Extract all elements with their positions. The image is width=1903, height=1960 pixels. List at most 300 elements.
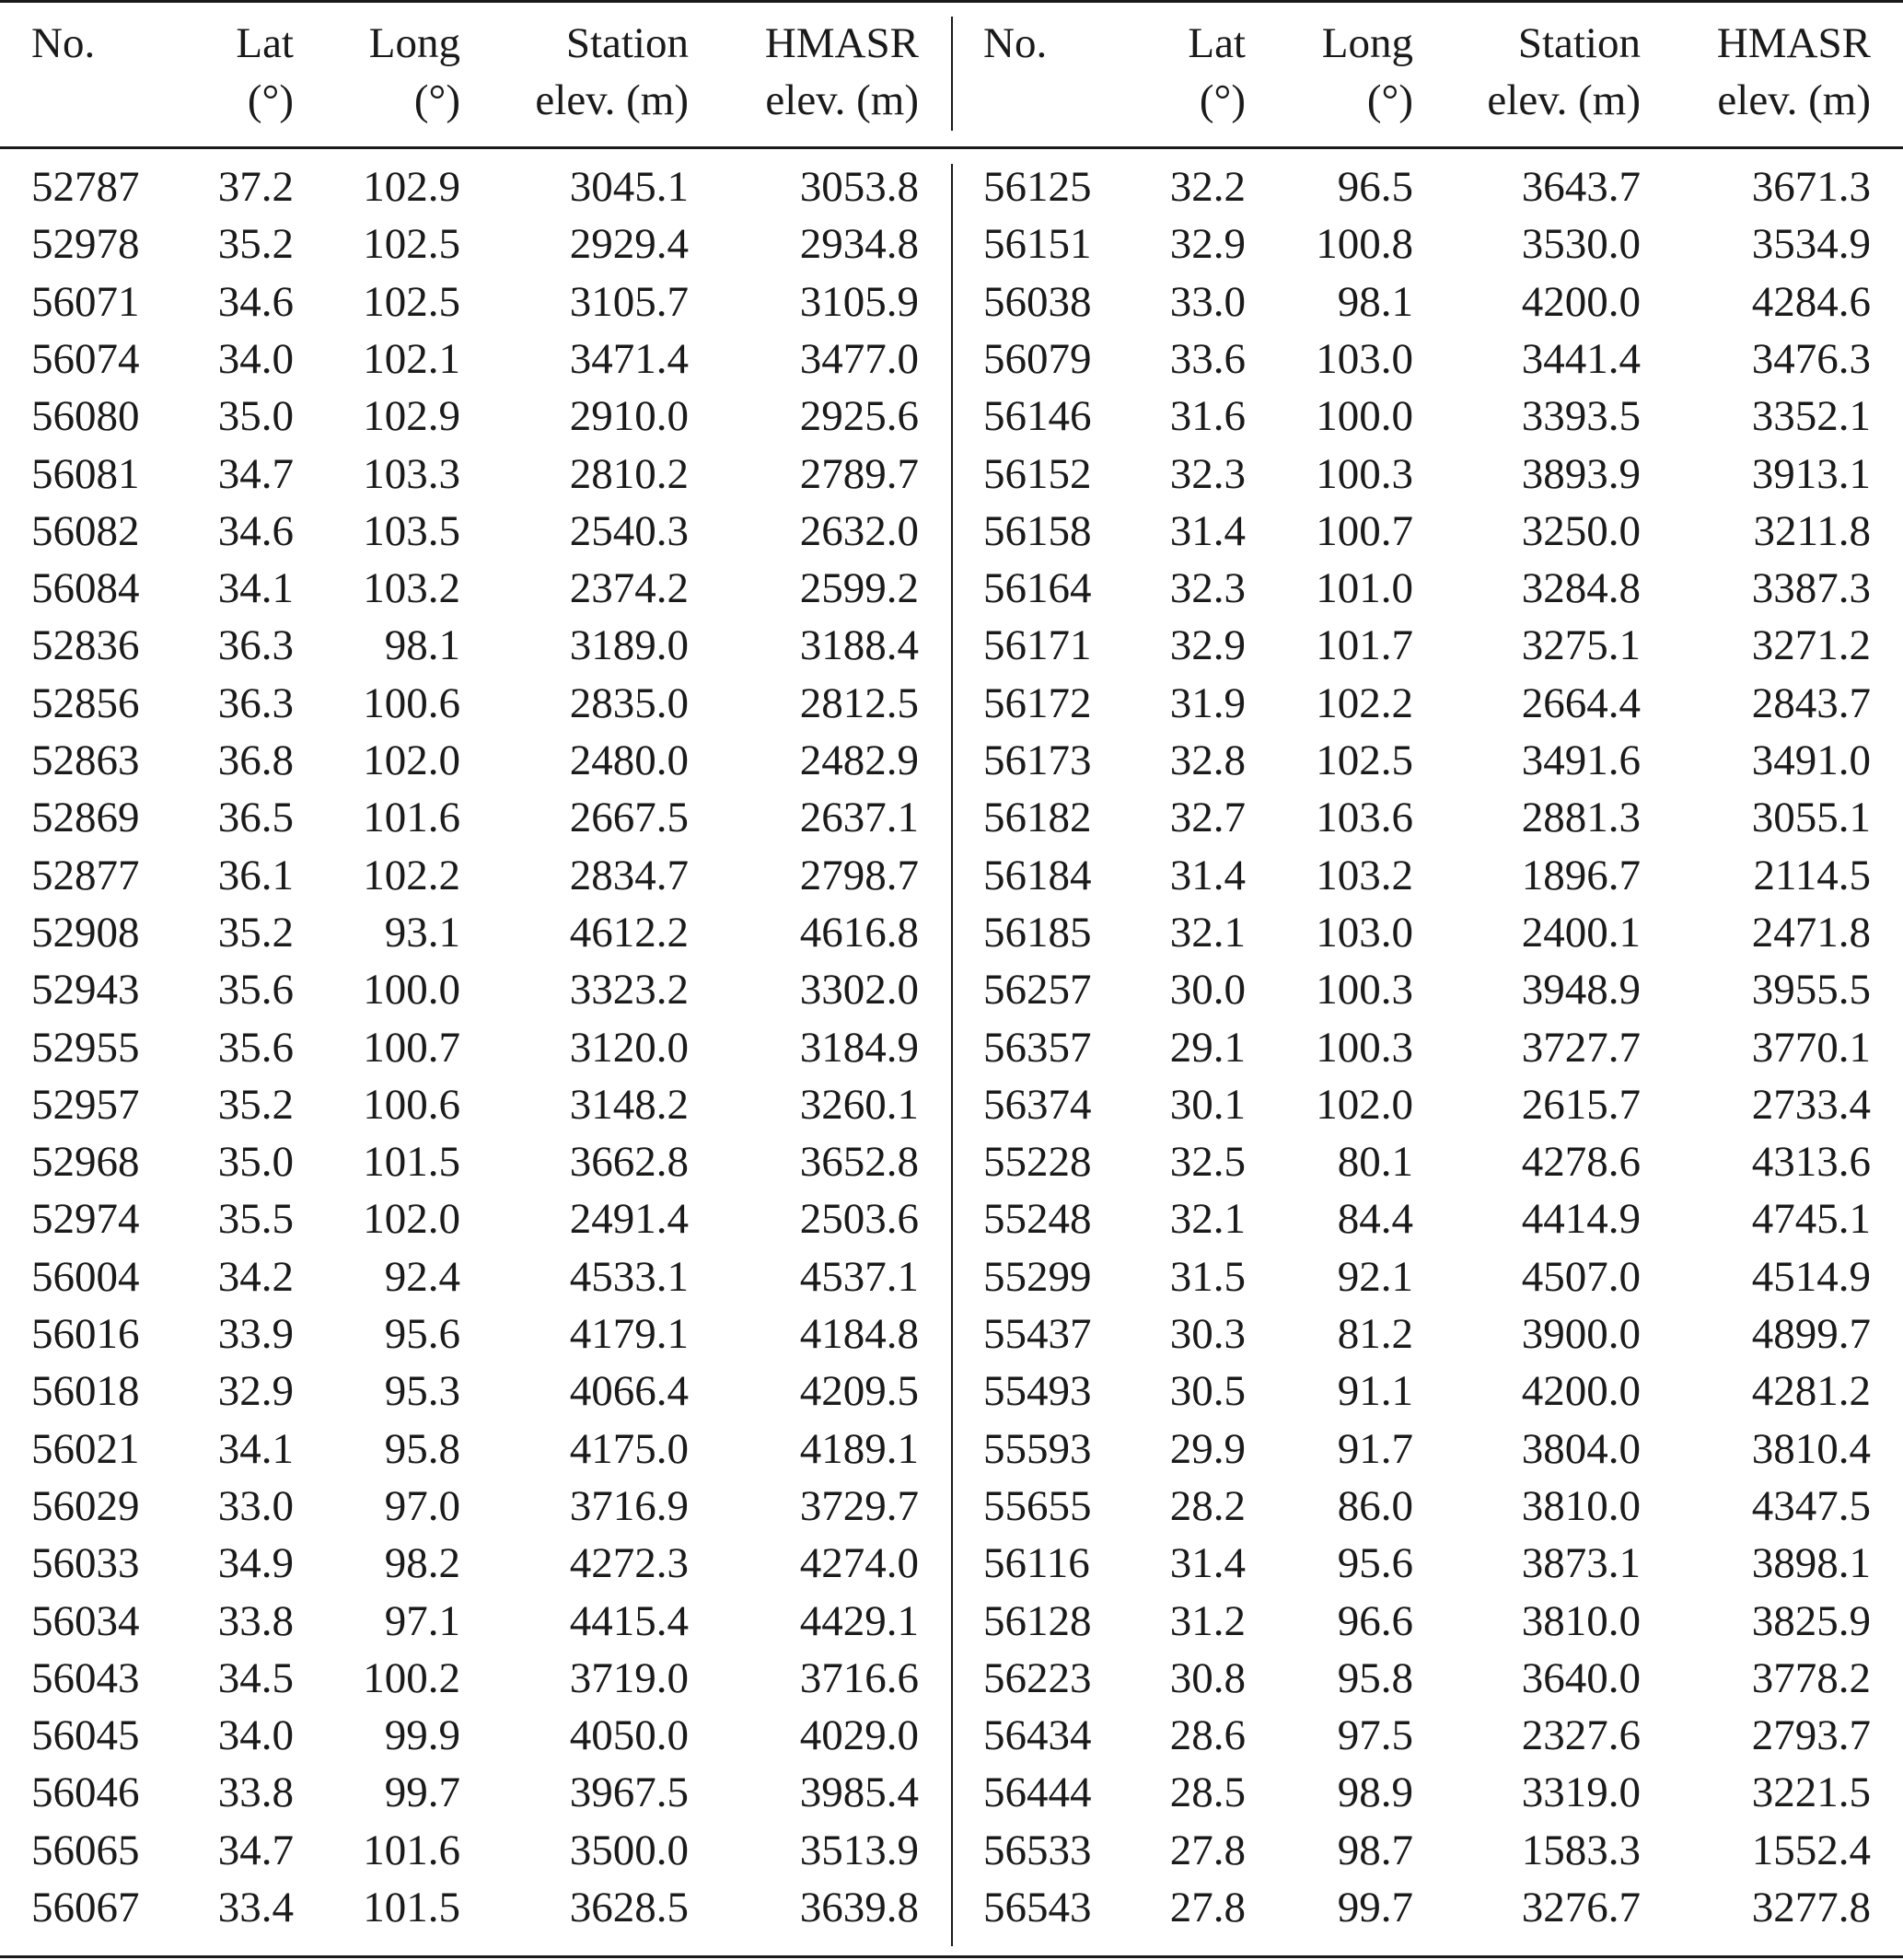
table-cell-right-long: 91.1 [1337,1367,1413,1416]
table-cell-right-long: 80.1 [1337,1138,1413,1187]
table-cell-right-no: 56171 [983,621,1092,670]
table-cell-right-station: 3284.8 [1521,564,1641,613]
header-right-long-line2: (°) [1366,76,1413,124]
table-cell-right-lat: 32.3 [1169,449,1246,498]
table-cell-right-station: 4507.0 [1521,1252,1641,1301]
table-cell-right-station: 2327.6 [1521,1711,1641,1760]
table-cell-left-long: 101.6 [363,1826,460,1874]
table-cell-right-hmasr: 3810.4 [1751,1424,1871,1473]
table-cell-right-no: 55248 [983,1195,1092,1244]
table-cell-left-long: 102.5 [363,220,460,269]
table-cell-left-lat: 34.6 [217,277,294,326]
table-cell-right-no: 56151 [983,220,1092,269]
header-left-long-line2: (°) [413,76,460,124]
table-cell-left-station: 3105.7 [569,277,689,326]
table-cell-right-hmasr: 2793.7 [1751,1711,1871,1760]
table-cell-left-lat: 34.7 [217,449,294,498]
table-cell-right-hmasr: 3221.5 [1751,1769,1871,1817]
table-cell-right-long: 92.1 [1337,1252,1413,1301]
table-cell-left-no: 52908 [31,908,140,957]
table-cell-right-station: 4200.0 [1521,277,1641,326]
table-cell-left-station: 3500.0 [569,1826,689,1874]
table-cell-left-lat: 33.0 [217,1481,294,1530]
table-cell-right-station: 3810.0 [1521,1596,1641,1645]
table-cell-left-hmasr: 2934.8 [799,220,919,269]
table-cell-left-lat: 35.2 [217,220,294,269]
table-cell-left-no: 52968 [31,1138,140,1187]
table-cell-right-no: 56533 [983,1826,1092,1874]
table-cell-right-no: 55655 [983,1481,1092,1530]
table-cell-right-lat: 27.8 [1169,1884,1246,1931]
table-cell-right-long: 102.0 [1316,1080,1413,1129]
table-cell-right-station: 1583.3 [1521,1826,1641,1874]
header-left-lat-line1: Lat [236,19,294,67]
table-cell-right-no: 56152 [983,449,1092,498]
table-cell-left-no: 56071 [31,277,140,326]
table-cell-right-long: 86.0 [1337,1481,1413,1530]
table-cell-right-station: 3893.9 [1521,449,1641,498]
table-cell-left-long: 95.3 [384,1367,460,1416]
table-cell-left-lat: 35.6 [217,1023,294,1072]
table-cell-right-hmasr: 3534.9 [1751,220,1871,269]
column-divider-body [951,164,953,1946]
table-cell-left-lat: 35.2 [217,908,294,957]
table-cell-left-hmasr: 3729.7 [799,1481,919,1530]
table-cell-right-hmasr: 2114.5 [1753,851,1871,899]
table-cell-right-no: 56164 [983,564,1092,613]
header-left-station-line1: Station [565,19,689,67]
header-left-long-line1: Long [368,19,460,67]
table-cell-right-no: 55593 [983,1424,1092,1473]
table-cell-right-hmasr: 3352.1 [1751,392,1871,441]
table-cell-right-station: 3250.0 [1521,506,1641,555]
header-right-hmasr-line2: elev. (m) [1717,76,1871,124]
table-cell-right-station: 3643.7 [1521,163,1641,211]
table-cell-left-hmasr: 2925.6 [799,392,919,441]
table-cell-right-lat: 30.0 [1169,966,1246,1015]
table-cell-right-station: 3810.0 [1521,1481,1641,1530]
table-cell-right-long: 100.7 [1316,506,1413,555]
table-cell-right-hmasr: 4313.6 [1751,1138,1871,1187]
table-cell-right-station: 3873.1 [1521,1539,1641,1588]
table-cell-left-no: 52787 [31,163,140,211]
table-cell-left-no: 52877 [31,851,140,899]
table-cell-left-hmasr: 4029.0 [799,1711,919,1760]
table-cell-left-hmasr: 3260.1 [799,1080,919,1129]
table-cell-left-no: 52955 [31,1023,140,1072]
table-cell-left-lat: 36.5 [217,794,294,842]
table-cell-left-lat: 33.4 [217,1884,294,1931]
table-cell-left-hmasr: 4209.5 [799,1367,919,1416]
table-cell-right-station: 3275.1 [1521,621,1641,670]
table-cell-left-lat: 34.1 [217,564,294,613]
table-cell-right-no: 56038 [983,277,1092,326]
table-cell-right-lat: 31.4 [1169,1539,1246,1588]
table-cell-right-no: 56173 [983,736,1092,784]
table-cell-left-long: 101.5 [363,1138,460,1187]
table-cell-right-lat: 32.7 [1169,794,1246,842]
table-cell-right-lat: 31.9 [1169,678,1246,727]
table-cell-left-station: 3323.2 [569,966,689,1015]
table-cell-right-long: 98.7 [1337,1826,1413,1874]
table-cell-right-hmasr: 4899.7 [1751,1310,1871,1358]
table-cell-left-hmasr: 2599.2 [799,564,919,613]
header-right-lat-line2: (°) [1199,76,1246,124]
table-cell-left-long: 98.2 [384,1539,460,1588]
table-cell-left-station: 4066.4 [569,1367,689,1416]
table-cell-right-lat: 29.9 [1169,1424,1246,1473]
table-cell-right-station: 2615.7 [1521,1080,1641,1129]
table-cell-right-long: 99.7 [1337,1884,1413,1931]
table-cell-left-station: 4050.0 [569,1711,689,1760]
table-cell-left-no: 56018 [31,1367,140,1416]
table-cell-right-station: 3727.7 [1521,1023,1641,1072]
table-cell-right-hmasr: 4347.5 [1751,1481,1871,1530]
header-left-hmasr-line2: elev. (m) [765,76,919,124]
table-cell-left-hmasr: 2632.0 [799,506,919,555]
table-cell-left-station: 2910.0 [569,392,689,441]
table-cell-left-no: 52957 [31,1080,140,1129]
table-cell-right-no: 55299 [983,1252,1092,1301]
table-cell-left-station: 4415.4 [569,1596,689,1645]
table-cell-left-hmasr: 3302.0 [799,966,919,1015]
table-cell-right-long: 102.2 [1316,678,1413,727]
table-cell-left-lat: 35.6 [217,966,294,1015]
table-cell-right-no: 56116 [983,1539,1090,1588]
table-cell-left-station: 4175.0 [569,1424,689,1473]
table-cell-right-lat: 30.5 [1169,1367,1246,1416]
table-cell-left-long: 97.0 [384,1481,460,1530]
table-cell-left-station: 2540.3 [569,506,689,555]
table-cell-left-no: 56045 [31,1711,140,1760]
table-cell-right-no: 56158 [983,506,1092,555]
table-cell-left-no: 56046 [31,1769,140,1817]
table-cell-right-station: 2400.1 [1521,908,1641,957]
table-cell-right-hmasr: 1552.4 [1751,1826,1871,1874]
table-cell-left-long: 100.0 [363,966,460,1015]
table-cell-right-no: 56374 [983,1080,1092,1129]
table-cell-left-long: 102.0 [363,1195,460,1244]
table-cell-right-hmasr: 4281.2 [1751,1367,1871,1416]
table-cell-left-hmasr: 3053.8 [799,163,919,211]
table-cell-left-long: 102.2 [363,851,460,899]
table-cell-right-no: 56182 [983,794,1092,842]
table-cell-right-lat: 32.1 [1169,908,1246,957]
table-cell-right-no: 56434 [983,1711,1092,1760]
table-cell-right-station: 3640.0 [1521,1653,1641,1702]
table-cell-left-lat: 34.0 [217,1711,294,1760]
table-cell-left-lat: 32.9 [217,1367,294,1416]
table-cell-right-lat: 28.2 [1169,1481,1246,1530]
table-cell-left-station: 4533.1 [569,1252,689,1301]
table-cell-left-lat: 36.3 [217,621,294,670]
table-cell-left-hmasr: 3716.6 [799,1653,919,1702]
table-cell-left-long: 95.8 [384,1424,460,1473]
table-cell-left-station: 3719.0 [569,1653,689,1702]
header-rule [0,146,1903,149]
table-cell-left-long: 98.1 [384,621,460,670]
table-cell-left-long: 100.7 [363,1023,460,1072]
table-cell-left-hmasr: 3985.4 [799,1769,919,1817]
table-cell-left-station: 2929.4 [569,220,689,269]
table-cell-right-no: 56146 [983,392,1092,441]
table-cell-right-hmasr: 2843.7 [1751,678,1871,727]
table-cell-right-lat: 32.5 [1169,1138,1246,1187]
table-cell-right-no: 55493 [983,1367,1092,1416]
table-cell-left-no: 52943 [31,966,140,1015]
table-cell-left-lat: 34.9 [217,1539,294,1588]
table-cell-left-long: 103.2 [363,564,460,613]
table-cell-right-hmasr: 4284.6 [1751,277,1871,326]
table-cell-right-station: 3900.0 [1521,1310,1641,1358]
table-cell-right-no: 56543 [983,1884,1092,1931]
table-cell-right-station: 4414.9 [1521,1195,1641,1244]
table-cell-right-lat: 28.5 [1169,1769,1246,1817]
table-cell-left-hmasr: 2503.6 [799,1195,919,1244]
table-cell-left-long: 102.1 [363,334,460,383]
header-left-hmasr-line1: HMASR [764,19,919,67]
table-cell-right-hmasr: 3387.3 [1751,564,1871,613]
table-cell-left-station: 3716.9 [569,1481,689,1530]
table-cell-right-lat: 31.2 [1169,1596,1246,1645]
top-rule [0,0,1903,3]
table-cell-left-station: 4272.3 [569,1539,689,1588]
table-cell-left-long: 102.9 [363,163,460,211]
table-cell-right-hmasr: 3770.1 [1751,1023,1871,1072]
bottom-rule [0,1955,1903,1958]
table-cell-left-no: 56082 [31,506,140,555]
table-cell-left-hmasr: 3184.9 [799,1023,919,1072]
column-divider-header [951,17,953,131]
table-cell-right-station: 3441.4 [1521,334,1641,383]
table-cell-right-lat: 32.2 [1169,163,1246,211]
table-cell-right-lat: 28.6 [1169,1711,1246,1760]
table-cell-left-no: 56074 [31,334,140,383]
table-cell-left-station: 4612.2 [569,908,689,957]
table-cell-left-station: 2491.4 [569,1195,689,1244]
table-cell-right-station: 3276.7 [1521,1884,1641,1931]
table-cell-right-long: 98.1 [1337,277,1413,326]
table-cell-right-no: 55437 [983,1310,1092,1358]
table-cell-right-hmasr: 3778.2 [1751,1653,1871,1702]
table-cell-left-long: 102.5 [363,277,460,326]
table-cell-right-no: 56128 [983,1596,1092,1645]
table-cell-right-no: 55228 [983,1138,1092,1187]
table-cell-left-long: 103.5 [363,506,460,555]
table-cell-left-no: 52974 [31,1195,140,1244]
table-cell-left-lat: 35.5 [217,1195,294,1244]
table-cell-left-no: 56029 [31,1481,140,1530]
table-cell-right-no: 56185 [983,908,1092,957]
table-cell-left-station: 3628.5 [569,1884,689,1931]
table-cell-left-no: 56067 [31,1884,140,1931]
table-cell-right-long: 100.0 [1316,392,1413,441]
table-cell-left-no: 56034 [31,1596,140,1645]
table-cell-left-long: 100.2 [363,1653,460,1702]
table-cell-right-no: 56172 [983,678,1092,727]
header-right-hmasr-line1: HMASR [1716,19,1871,67]
table-cell-left-no: 52836 [31,621,140,670]
header-right-station-line1: Station [1517,19,1641,67]
table-cell-right-station: 3393.5 [1521,392,1641,441]
table-cell-left-hmasr: 3652.8 [799,1138,919,1187]
table-cell-left-hmasr: 4537.1 [799,1252,919,1301]
table-cell-left-hmasr: 2812.5 [799,678,919,727]
table-cell-right-lat: 31.4 [1169,851,1246,899]
table-cell-right-station: 2664.4 [1521,678,1641,727]
table-cell-left-no: 56080 [31,392,140,441]
table-cell-left-lat: 34.2 [217,1252,294,1301]
table-cell-right-lat: 31.4 [1169,506,1246,555]
table-cell-right-hmasr: 2471.8 [1751,908,1871,957]
table-cell-left-station: 3471.4 [569,334,689,383]
table-cell-left-station: 3148.2 [569,1080,689,1129]
table-cell-right-long: 102.5 [1316,736,1413,784]
table-cell-right-long: 97.5 [1337,1711,1413,1760]
table-cell-left-lat: 33.8 [217,1769,294,1817]
table-cell-left-hmasr: 2789.7 [799,449,919,498]
table-cell-right-no: 56125 [983,163,1092,211]
table-cell-left-hmasr: 3105.9 [799,277,919,326]
table-cell-right-long: 103.6 [1316,794,1413,842]
table-cell-right-lat: 29.1 [1169,1023,1246,1072]
table-cell-right-lat: 33.0 [1169,277,1246,326]
table-cell-left-hmasr: 4274.0 [799,1539,919,1588]
table-cell-left-hmasr: 4184.8 [799,1310,919,1358]
table-cell-right-hmasr: 2733.4 [1751,1080,1871,1129]
table-cell-right-long: 96.5 [1337,163,1413,211]
table-cell-right-lat: 31.5 [1169,1252,1246,1301]
table-cell-left-hmasr: 4429.1 [799,1596,919,1645]
table-cell-left-no: 56065 [31,1826,140,1874]
table-cell-left-long: 101.5 [363,1884,460,1931]
table-cell-left-hmasr: 3513.9 [799,1826,919,1874]
table-cell-left-no: 56021 [31,1424,140,1473]
table-cell-right-lat: 32.8 [1169,736,1246,784]
table-cell-right-long: 100.3 [1316,966,1413,1015]
table-cell-right-hmasr: 4514.9 [1751,1252,1871,1301]
table-cell-left-no: 56004 [31,1252,140,1301]
table-cell-left-station: 3967.5 [569,1769,689,1817]
table-cell-left-no: 56081 [31,449,140,498]
table-cell-left-station: 3045.1 [569,163,689,211]
table-cell-left-hmasr: 4189.1 [799,1424,919,1473]
table-cell-right-station: 4278.6 [1521,1138,1641,1187]
table-cell-right-long: 95.8 [1337,1653,1413,1702]
table-cell-left-long: 92.4 [384,1252,460,1301]
table-cell-right-hmasr: 3055.1 [1751,794,1871,842]
table-cell-left-station: 4179.1 [569,1310,689,1358]
table-cell-left-long: 102.9 [363,392,460,441]
table-cell-right-lat: 30.8 [1169,1653,1246,1702]
table-cell-right-long: 103.0 [1316,334,1413,383]
table-cell-right-station: 3491.6 [1521,736,1641,784]
table-cell-right-no: 56079 [983,334,1092,383]
table-cell-left-no: 56016 [31,1310,140,1358]
table-cell-right-hmasr: 3211.8 [1753,506,1871,555]
table-cell-right-long: 100.3 [1316,449,1413,498]
table-cell-right-long: 98.9 [1337,1769,1413,1817]
table-cell-left-lat: 34.1 [217,1424,294,1473]
table-cell-left-hmasr: 3188.4 [799,621,919,670]
table-cell-left-lat: 35.2 [217,1080,294,1129]
header-left-lat-line2: (°) [247,76,294,124]
table-cell-right-long: 100.3 [1316,1023,1413,1072]
table-cell-left-long: 100.6 [363,678,460,727]
table-cell-left-no: 56084 [31,564,140,613]
table-cell-left-lat: 34.5 [217,1653,294,1702]
table-cell-left-hmasr: 2637.1 [799,794,919,842]
table-cell-right-station: 3948.9 [1521,966,1641,1015]
table-cell-right-long: 100.8 [1316,220,1413,269]
table-cell-right-hmasr: 3277.8 [1751,1884,1871,1931]
table-cell-right-station: 1896.7 [1521,851,1641,899]
table-cell-left-station: 2374.2 [569,564,689,613]
table-cell-right-station: 3319.0 [1521,1769,1641,1817]
header-right-lat-line1: Lat [1188,19,1246,67]
table-cell-left-lat: 34.6 [217,506,294,555]
table-cell-left-station: 2667.5 [569,794,689,842]
table-cell-left-lat: 33.8 [217,1596,294,1645]
table-cell-left-hmasr: 2798.7 [799,851,919,899]
table-cell-left-no: 52863 [31,736,140,784]
table-cell-left-lat: 36.3 [217,678,294,727]
table-cell-right-no: 56444 [983,1769,1092,1817]
table-cell-right-hmasr: 3476.3 [1751,334,1871,383]
table-cell-right-long: 95.6 [1337,1539,1413,1588]
table-cell-left-hmasr: 3477.0 [799,334,919,383]
table-cell-left-no: 52869 [31,794,140,842]
table-cell-right-hmasr: 3955.5 [1751,966,1871,1015]
table-cell-left-lat: 35.0 [217,392,294,441]
table-cell-right-hmasr: 3671.3 [1751,163,1871,211]
table-cell-right-lat: 27.8 [1169,1826,1246,1874]
table-cell-right-lat: 33.6 [1169,334,1246,383]
table-cell-right-station: 4200.0 [1521,1367,1641,1416]
table-cell-right-hmasr: 3898.1 [1751,1539,1871,1588]
table-cell-right-no: 56184 [983,851,1092,899]
table-cell-right-hmasr: 4745.1 [1751,1195,1871,1244]
table-cell-right-lat: 32.3 [1169,564,1246,613]
table-cell-left-lat: 34.0 [217,334,294,383]
table-cell-left-hmasr: 3639.8 [799,1884,919,1931]
table-cell-right-station: 3804.0 [1521,1424,1641,1473]
table-cell-left-long: 103.3 [363,449,460,498]
table-cell-left-long: 101.6 [363,794,460,842]
table-cell-left-hmasr: 2482.9 [799,736,919,784]
header-right-station-line2: elev. (m) [1487,76,1641,124]
table-cell-right-long: 91.7 [1337,1424,1413,1473]
table-cell-right-hmasr: 3825.9 [1751,1596,1871,1645]
table-cell-right-long: 84.4 [1337,1195,1413,1244]
table-cell-right-lat: 32.9 [1169,220,1246,269]
table-cell-left-lat: 36.8 [217,736,294,784]
table-cell-right-no: 56223 [983,1653,1092,1702]
table-cell-left-long: 99.9 [384,1711,460,1760]
table-cell-left-no: 52978 [31,220,140,269]
table-cell-left-station: 2834.7 [569,851,689,899]
table-cell-left-long: 93.1 [384,908,460,957]
table-cell-right-no: 56357 [983,1023,1092,1072]
table-cell-right-station: 2881.3 [1521,794,1641,842]
table-cell-right-no: 56257 [983,966,1092,1015]
table-cell-right-hmasr: 3913.1 [1751,449,1871,498]
table-cell-right-lat: 30.1 [1169,1080,1246,1129]
table-cell-left-hmasr: 4616.8 [799,908,919,957]
table-cell-left-lat: 34.7 [217,1826,294,1874]
header-left-station-line2: elev. (m) [535,76,689,124]
table-cell-left-lat: 36.1 [217,851,294,899]
